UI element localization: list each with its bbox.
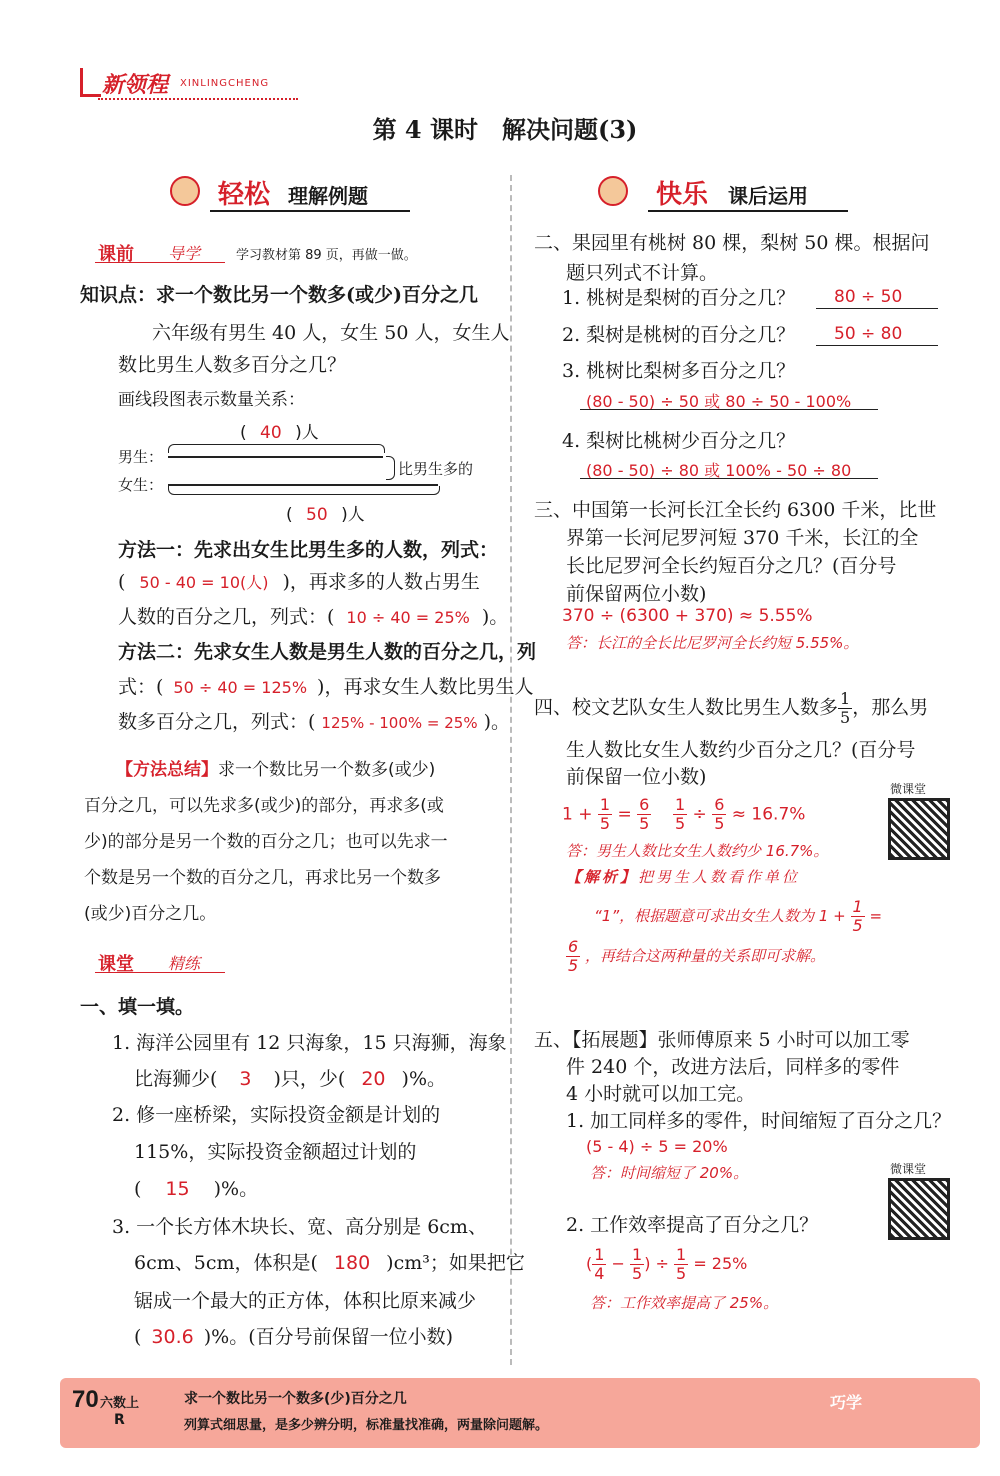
boys-bar [168, 456, 383, 458]
method2-answer2: 125% - 100% = 25% [321, 714, 478, 732]
qr-code-icon[interactable] [888, 798, 950, 860]
top-value: 40 [260, 423, 282, 443]
bottom-value: 50 [306, 505, 328, 525]
brace-bottom [168, 486, 440, 495]
q3-answer1: 180 [333, 1252, 371, 1274]
method2-line1: 方法二：先求女生人数是男生人数的百分之几，列 [118, 641, 537, 663]
s4-explanation-l1: 【解析】把男生人数看作单位 [566, 868, 801, 886]
problem-line-1: 六年级有男生 40 人，女生 50 人，女生人 [152, 322, 510, 344]
s2-q3: 3. 桃树比梨树多百分之几？ [562, 360, 796, 382]
s2-answer2-line [816, 345, 938, 346]
page-number: 70 [72, 1386, 99, 1413]
q1-line2: 比海狮少( 3 )只，少( 20 )%。 [134, 1068, 446, 1090]
more-note: 比男生多的 [398, 460, 474, 478]
edition-label: R [114, 1412, 125, 1428]
in-class-tag: 课堂 [98, 954, 134, 975]
method1-line3: 人数的百分之几，列式：( 10 ÷ 40 = 25% )。 [118, 606, 509, 628]
s3-line1: 三、中国第一长河长江全长约 6300 千米，比世 [534, 499, 937, 521]
micro-class-label-1: 微课堂 [890, 782, 927, 796]
s2-answer4: (80 - 50) ÷ 80 或 100% - 50 ÷ 80 [586, 461, 852, 480]
s4-fraction: $\frac{1}{5}$ [840, 689, 851, 727]
s2-answer1-line [816, 308, 938, 309]
section-title-b: 理解例题 [288, 184, 368, 208]
q1-line1: 1. 海洋公园里有 12 只海象，15 只海狮，海象 [112, 1032, 507, 1054]
bottom-label: ( 50 )人 [286, 505, 365, 525]
s2-answer2: 50 ÷ 80 [834, 324, 903, 344]
s2-answer3-line [580, 409, 878, 410]
s2-q2: 2. 梨树是桃树的百分之几？ [562, 324, 796, 346]
s5-answer2-text: 答：工作效率提高了 25%。 [590, 1294, 779, 1312]
footer-title: 求一个数比另一个数多(少)百分之几 [184, 1391, 407, 1407]
girls-label: 女生： [118, 476, 164, 494]
s5-answer1: (5 - 4) ÷ 5 = 20% [586, 1137, 728, 1156]
pre-class-note: 学习教材第 89 页，再做一做。 [236, 248, 417, 263]
method1-answer1: 50 - 40 = 10(人) [139, 573, 269, 592]
s4-explanation-l2: “1”，根据题意可求出女生人数为 1 + $\frac{1}{5}$ = [594, 897, 883, 935]
section-title-b: 课后运用 [728, 184, 808, 208]
brand-pinyin: XINLINGCHENG [180, 78, 270, 89]
footer-band [60, 1378, 980, 1448]
s2-q1: 1. 桃树是梨树的百分之几？ [562, 287, 796, 309]
in-class-sub: 精练 [168, 954, 201, 973]
pre-class-tag: 课前 [98, 244, 134, 265]
section1-title: 一、填一填。 [80, 996, 195, 1018]
q2-line3: ( 15 )%。 [134, 1178, 259, 1200]
method-summary: 【方法总结】求一个数比另一个数多(或少) 百分之几，可以先求多(或少)的部分，再求多(或 少)的部分是另一个数的百分之几；也可以先求一 个数是另一个数的百分之几，再求比另一个数多 (或少)百分之几。 [84, 760, 448, 924]
s3-answer-calc: 370 ÷ (6300 + 370) ≈ 5.55% [562, 606, 813, 626]
method1-line2: ( 50 - 40 = 10(人) )，再求多的人数占男生 [118, 571, 480, 593]
s2-q4: 4. 梨树比桃树少百分之几？ [562, 430, 796, 452]
kid-avatar-icon [170, 176, 200, 206]
section-title-a: 轻松 [218, 180, 271, 210]
top-label: ( 40 )人 [240, 423, 319, 443]
s5-answer1-text: 答：时间缩短了 20%。 [590, 1164, 749, 1182]
s4-line3: 前保留一位小数) [566, 766, 707, 788]
s5-line3: 4 小时就可以加工完。 [566, 1083, 756, 1105]
s4-line2: 生人数比女生人数约少百分之几？(百分号 [566, 739, 916, 761]
q3-answer2: 30.6 [151, 1326, 194, 1348]
left-section-header [170, 170, 420, 220]
s4-explanation-l3: $\frac{6}{5}$ ，再结合这两种量的关系即可求解。 [568, 937, 825, 975]
method2-answer1: 50 ÷ 40 = 125% [173, 678, 308, 697]
s5-q2: 2. 工作效率提高了百分之几？ [566, 1214, 819, 1236]
brand-name: 新领程 [102, 73, 169, 98]
s3-line3: 长比尼罗河全长约短百分之几？(百分号 [566, 555, 897, 577]
q3-line1: 3. 一个长方体木块长、宽、高分别是 6cm、 [112, 1216, 487, 1238]
s2-answer1: 80 ÷ 50 [834, 287, 903, 307]
line-diagram [118, 418, 498, 528]
s5-q1: 1. 加工同样多的零件，时间缩短了百分之几？ [566, 1110, 952, 1132]
q3-line4: ( 30.6 )%。(百分号前保留一位小数) [134, 1326, 454, 1348]
s2-answer4-line [580, 478, 878, 479]
s2-line1: 二、果园里有桃树 80 棵，梨树 50 棵。根据问 [534, 232, 930, 254]
pre-class-underline [95, 262, 225, 263]
problem-line-2: 数比男生人数多百分之几？ [118, 354, 347, 376]
brace-top [168, 444, 385, 453]
brand-logo [80, 62, 310, 102]
method2-line2: 式：( 50 ÷ 40 = 125% )，再求女生人数比男生人 [118, 676, 534, 698]
s5-answer2: ( $\frac{1}{4}$ − $\frac{1}{5}$ ) ÷ $\frac{1}{5}$ = 25% [586, 1245, 748, 1283]
footer-tip: 列算式细思量，是多少辨分明，标准量找准确，两量除问题解。 [184, 1418, 549, 1433]
s5-line1: 五、【拓展题】张师傅原来 5 小时可以加工零 [534, 1029, 910, 1051]
draw-hint: 画线段图表示数量关系： [118, 390, 305, 410]
q2-answer: 15 [165, 1178, 190, 1200]
knowledge-point: 知识点：求一个数比另一个数多(或少)百分之几 [80, 284, 478, 306]
method1-line1: 方法一：先求出女生比男生多的人数，列式： [118, 539, 499, 561]
q3-line2: 6cm、5cm，体积是( 180 )cm³；如果把它 [134, 1252, 525, 1274]
method1-answer2: 10 ÷ 40 = 25% [346, 608, 470, 627]
section-underline [648, 210, 848, 212]
summary-tag: 【方法总结】 [116, 760, 218, 780]
micro-class-label-2: 微课堂 [890, 1162, 927, 1176]
footer-right-tag: 巧学 [830, 1393, 863, 1412]
s2-line2: 题只列式不计算。 [566, 262, 719, 284]
pre-class-sub: 导学 [168, 244, 201, 263]
s4-answer-text: 答：男生人数比女生人数约少 16.7%。 [566, 842, 829, 860]
logo-mark-icon [80, 68, 101, 97]
s4-line1: 四、校文艺队女生人数比男生人数多 $\frac{1}{5}$ ，那么男 [534, 689, 929, 727]
boys-label: 男生： [118, 448, 164, 466]
qr-code-icon[interactable] [888, 1178, 950, 1240]
right-section-header [598, 170, 858, 220]
grade-label: 六数上 [100, 1396, 140, 1411]
section-title-a: 快乐 [656, 180, 709, 210]
q1-answer1: 3 [239, 1068, 252, 1090]
in-class-underline [95, 972, 225, 973]
method2-line3: 数多百分之几，列式：( 125% - 100% = 25% )。 [118, 711, 511, 733]
q1-answer2: 20 [361, 1068, 386, 1090]
s3-line2: 界第一长河尼罗河短 370 千米，长江的全 [566, 527, 919, 549]
s3-line4: 前保留两位小数) [566, 583, 707, 605]
s4-calc: 1 + $\frac{1}{5}$ = $\frac{6}{5}$ $\frac{1}{5}$ ÷ $\frac{6}{5}$ ≈ 16.7% [562, 795, 806, 833]
logo-underline [98, 98, 298, 100]
s3-answer-text: 答：长江的全长比尼罗河全长约短 5.55%。 [566, 634, 859, 652]
section-underline [210, 210, 410, 212]
q3-line3: 锯成一个最大的正方体，体积比原来减少 [134, 1290, 477, 1312]
kid-avatar-icon [598, 176, 628, 206]
page-title: 第 4 课时 解决问题(3) [372, 115, 638, 144]
s2-answer3: (80 - 50) ÷ 50 或 80 ÷ 50 - 100% [586, 392, 852, 411]
column-divider [510, 175, 512, 1365]
q2-line2: 115%，实际投资金额超过计划的 [134, 1141, 417, 1163]
extra-brace [386, 456, 395, 480]
q2-line1: 2. 修一座桥梁，实际投资金额是计划的 [112, 1104, 441, 1126]
s5-line2: 件 240 个，改进方法后，同样多的零件 [566, 1056, 900, 1078]
